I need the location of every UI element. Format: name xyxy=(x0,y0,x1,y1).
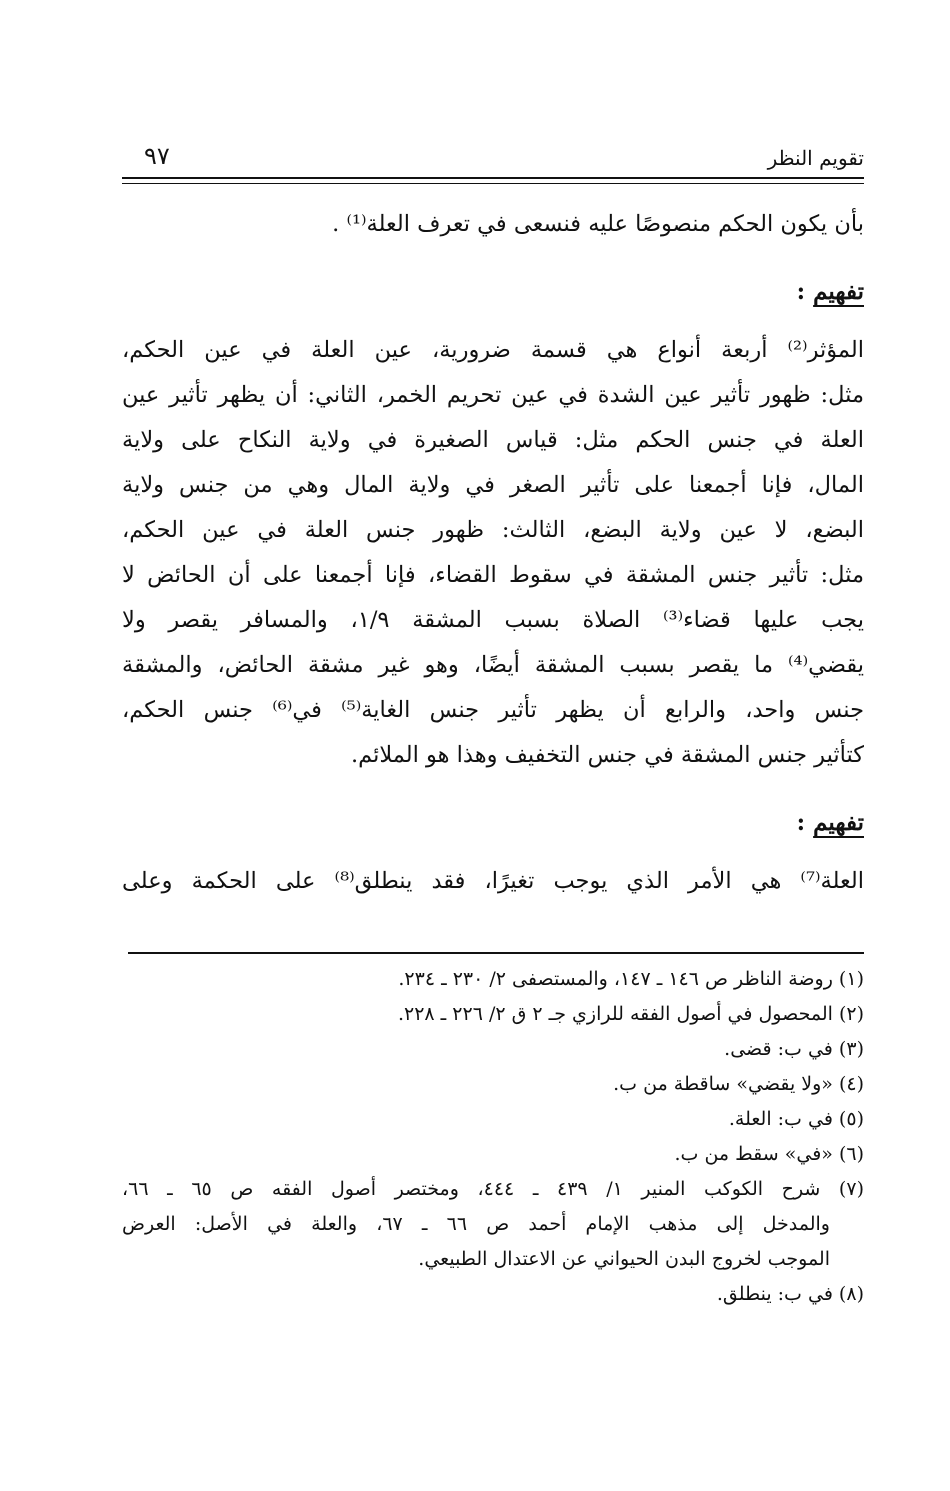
footnote-rule xyxy=(128,952,864,954)
footnote-continuation: الموجب لخروج البدن الحيواني عن الاعتدال الطبيعي. xyxy=(418,1248,830,1270)
section-heading-text: تفهيم xyxy=(813,278,864,305)
text-line: كتأثير جنس المشقة في جنس التخفيف وهذا هو الملائم. xyxy=(350,742,864,768)
running-title: تقويم النظر xyxy=(767,146,864,170)
footnote: (١) روضة الناظر ص ١٤٦ ـ ١٤٧، والمستصفى ٢/ ٢٣٠ ـ ٢٣٤. xyxy=(398,968,864,990)
heading-colon: : xyxy=(796,278,814,305)
footnote: (٢) المحصول في أصول الفقه للرازي جـ ٢ ق ٢/ ٢٢٦ ـ ٢٢٨. xyxy=(397,1003,864,1025)
footnotes xyxy=(122,962,864,1312)
text-line: بأن يكون الحكم منصوصًا عليه فنسعى في تعرف العلة⁽¹⁾ . xyxy=(332,211,864,237)
header-rule-thick xyxy=(122,177,864,179)
text-line: مثل: ظهور تأثير عين الشدة في عين تحريم الخمر، الثاني: أن يظهر تأثير عين xyxy=(122,382,864,408)
footnote: (٨) في ب: ينطلق. xyxy=(716,1283,864,1305)
text-line: جنس واحد، والرابع أن يظهر تأثير جنس الغاية⁽⁵⁾ في⁽⁶⁾ جنس الحكم، xyxy=(122,697,864,723)
text-line: البضع، لا عين ولاية البضع، الثالث: ظهور جنس العلة في عين الحكم، xyxy=(122,517,864,543)
text-line: يجب عليها قضاء⁽³⁾ الصلاة بسبب المشقة ١/٩، والمسافر يقصر ولا xyxy=(122,607,864,633)
header-rule-thin xyxy=(122,183,864,184)
footnote-continuation: والمدخل إلى مذهب الإمام أحمد ص ٦٦ ـ ٦٧، والعلة في الأصل: العرض xyxy=(122,1213,830,1235)
footnote: (٦) «في» سقط من ب. xyxy=(674,1143,864,1165)
footnote: (٥) في ب: العلة. xyxy=(728,1108,864,1130)
footnote: (٧) شرح الكوكب المنير ١/ ٤٣٩ ـ ٤٤٤، ومختصر أصول الفقه ص ٦٥ ـ ٦٦، xyxy=(122,1178,864,1200)
section-heading-text: تفهيم xyxy=(813,809,864,836)
text-line: يقضي⁽⁴⁾ ما يقصر بسبب المشقة أيضًا، وهو غير مشقة الحائض، والمشقة xyxy=(122,652,864,678)
section-heading xyxy=(122,800,864,845)
heading-colon: : xyxy=(796,809,814,836)
main-text xyxy=(122,202,864,904)
section-heading xyxy=(122,269,864,314)
text-line: العلة⁽⁷⁾ هي الأمر الذي يوجب تغيرًا، فقد ينطلق⁽⁸⁾ على الحكمة وعلى xyxy=(122,868,864,894)
footnote: (٤) «ولا يقضي» ساقطة من ب. xyxy=(613,1073,864,1095)
text-line: مثل: تأثير جنس المشقة في سقوط القضاء، فإنا أجمعنا على أن الحائض لا xyxy=(122,562,864,588)
text-line: المال، فإنا أجمعنا على تأثير الصغر في ولاية المال وهي من جنس ولاية xyxy=(122,472,864,498)
text-line: العلة في جنس الحكم مثل: قياس الصغيرة في ولاية النكاح على ولاية xyxy=(122,427,864,453)
page-header xyxy=(122,138,864,174)
footnote: (٣) في ب: قضى. xyxy=(724,1038,864,1060)
page-number: ٩٧ xyxy=(144,142,170,170)
text-line: المؤثر⁽²⁾ أربعة أنواع هي قسمة ضرورية، عين العلة في عين الحكم، xyxy=(122,337,864,363)
